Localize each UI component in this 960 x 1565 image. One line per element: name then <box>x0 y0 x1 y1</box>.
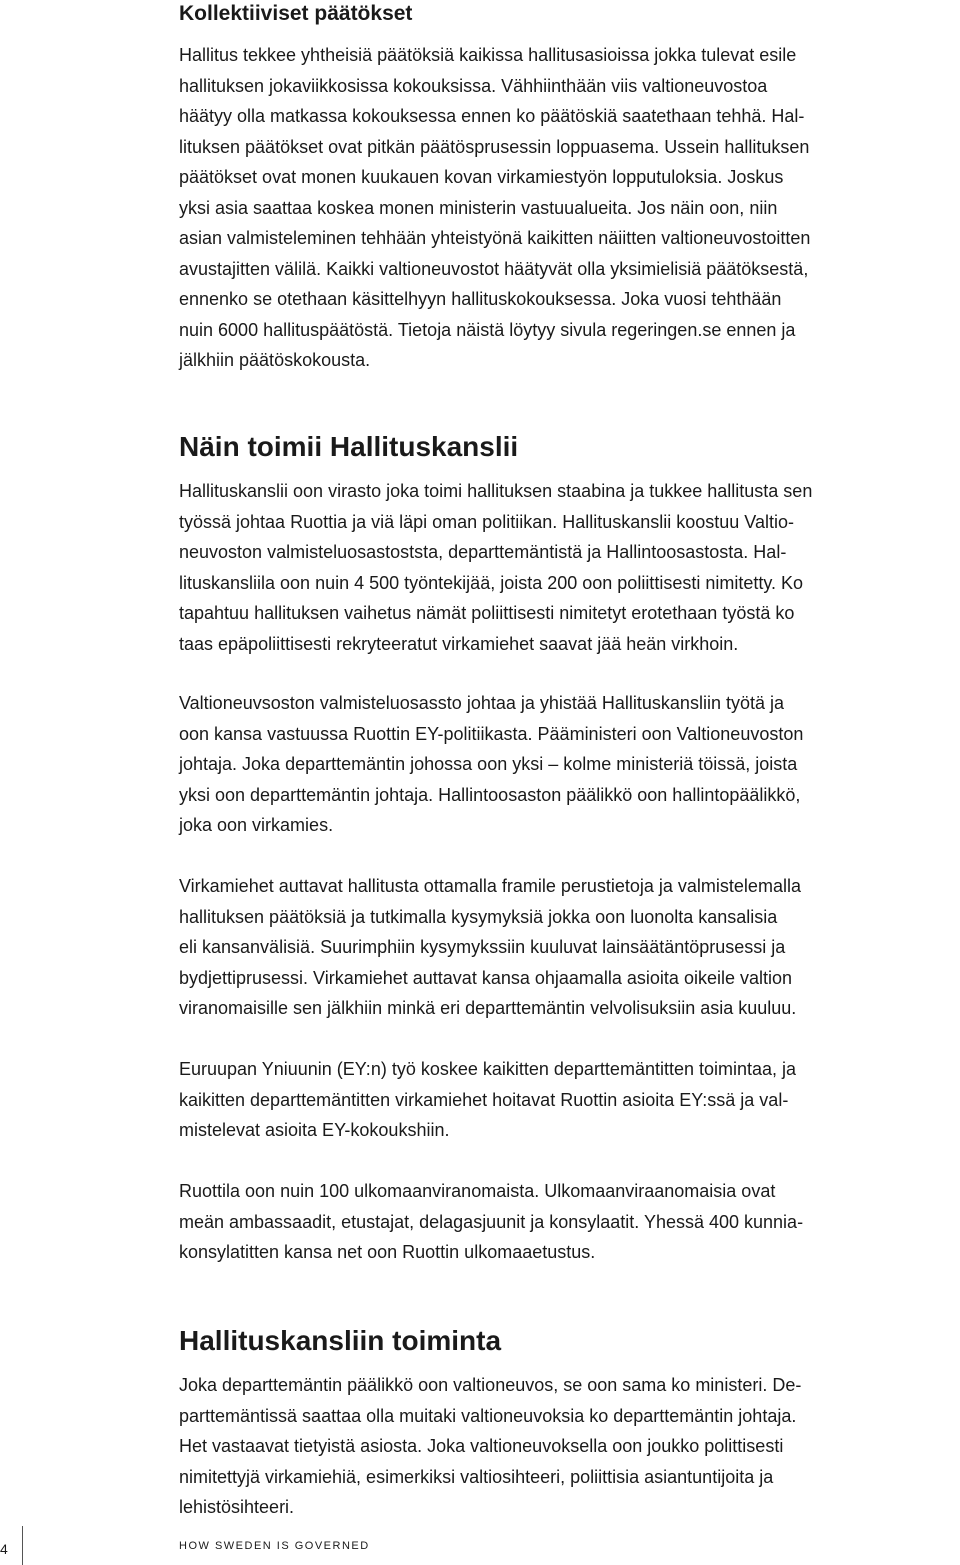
text-line: lituskansliila oon nuin 4 500 työntekijää, joista 200 oon poliittisesti nimitetty. Ko <box>179 572 804 593</box>
text-line: kaikitten departtemäntitten virkamiehet hoitavat Ruottin asioita EY:ssä ja val- <box>179 1089 789 1110</box>
text-line: Virkamiehet auttavat hallitusta ottamalla framile perustietoja ja valmistelemalla <box>179 876 801 896</box>
text-line: päätökset ovat monen kuukauen kovan virkamiestyön lopputuloksia. Joskus <box>179 167 784 187</box>
paragraph-hallituskanslii-1 <box>179 476 951 659</box>
text-line: Ruottila oon nuin 100 ulkomaanviranomaista. Ulkomaanviraanomaisia ovat <box>179 1181 776 1201</box>
text-line: parttemäntissä saattaa olla muitaki valtioneuvoksia ko departtemäntin johtaja. <box>179 1405 797 1426</box>
text-line: yksi oon departtemäntin johtaja. Hallintoosaston päälikkö oon hallintopäälikkö, <box>179 784 801 805</box>
text-line: neuvoston valmisteluosastoststa, departtemäntistä ja Hallintoosastosta. Hal- <box>179 542 787 562</box>
text-line: häätyy olla matkassa kokouksessa ennen ko päätöskiä saatethaan tehhä. Hal- <box>179 106 805 126</box>
text-line: avustajitten välilä. Kaikki valtioneuvostot häätyvät olla yksimielisiä päätöksestä, <box>179 258 809 279</box>
text-line: asian valmisteleminen tehhään yhteistyönä kaikitten näiitten valtioneuvostoitten <box>179 228 811 248</box>
text-line: taas epäpoliittisesti rekryteeratut virkamiehet saavat jää heän virkhoin. <box>179 633 739 654</box>
text-line: tapahtuu hallituksen vaihetus nämät poliittisesti nimitetyt erotethaan työstä ko <box>179 603 795 623</box>
footer-divider <box>22 1526 23 1565</box>
text-line: viranomaisille sen jälkhiin minkä eri departtemäntin velvolisuksiin asia kuuluu. <box>179 998 797 1018</box>
text-line: lituksen päätökset ovat pitkän päätösprusessin loppuasema. Ussein hallituksen <box>179 136 810 157</box>
paragraph-hallituskanslii-3 <box>179 871 951 1024</box>
page-number: 4 <box>0 1541 8 1557</box>
paragraph-hallituskanslii-2 <box>179 688 951 841</box>
text-line: Valtioneuvsoston valmisteluosassto johtaa ja yhistää Hallituskansliin työtä ja <box>179 693 784 713</box>
text-line: ennenko se otethaan käsittelhyyn hallituskokouksessa. Joka vuosi tehthään <box>179 289 782 309</box>
text-line: Joka departtemäntin päälikkö oon valtioneuvos, se oon sama ko ministeri. De- <box>179 1375 802 1395</box>
paragraph-hallituskanslii-5 <box>179 1176 951 1268</box>
paragraph-hallituskanslii-4 <box>179 1054 951 1146</box>
text-line: nimitettyjä virkamiehiä, esimerkiksi valtiosihteeri, poliittisia asiantuntijoita ja <box>179 1466 774 1487</box>
text-line: mistelevat asioita EY-kokoukshiin. <box>179 1120 450 1140</box>
text-line: yksi asia saattaa koskea monen ministerin vastuualueita. Jos näin oon, niin <box>179 197 778 218</box>
paragraph-kollektiiviset <box>179 40 951 376</box>
text-line: meän ambassaadit, etustajat, delagasjuunit ja konsylaatit. Yhessä 400 kunnia- <box>179 1211 804 1232</box>
text-line: Het vastaavat tietyistä asiosta. Joka valtioneuvoksella oon joukko polittisesti <box>179 1436 784 1456</box>
text-line: oon kansa vastuussa Ruottin EY-politiikasta. Pääministeri oon Valtioneuvoston <box>179 723 804 744</box>
text-line: Euruupan Yniuunin (EY:n) työ koskee kaikitten departtemäntitten toimintaa, ja <box>179 1059 797 1079</box>
publication-title: HOW SWEDEN IS GOVERNED <box>179 1540 370 1552</box>
text-line: hallituksen jokaviikkosissa kokouksissa. Vähhiinthään viis valtioneuvostoa <box>179 75 768 96</box>
text-line: eli kansanvälisiä. Suurimphiin kysymykssiin kuuluvat lainsäätäntöprusessi ja <box>179 937 786 957</box>
text-line: johtaja. Joka departtemäntin johossa oon yksi – kolme ministeriä töissä, joista <box>179 754 798 774</box>
section-heading-toiminta: Hallituskansliin toiminta <box>179 1325 502 1356</box>
text-line: hallituksen päätöksiä ja tutkimalla kysymyksiä jokka oon luonolta kansalisia <box>179 906 778 927</box>
text-line: konsylatitten kansa net oon Ruottin ulkomaaetustus. <box>179 1242 596 1262</box>
paragraph-toiminta <box>179 1370 951 1523</box>
text-line: työssä johtaa Ruottia ja viä läpi oman politiikan. Hallituskanslii koostuu Valtio- <box>179 511 794 532</box>
text-line: bydjettiprusessi. Virkamiehet auttavat kansa ohjaamalla asioita oikeile valtion <box>179 967 793 988</box>
text-line: nuin 6000 hallituspäätöstä. Tietoja näistä löytyy sivula regeringen.se ennen ja <box>179 319 796 340</box>
section-heading-nain-toimii: Näin toimii Hallituskanslii <box>179 431 519 462</box>
page-footer <box>0 1526 960 1565</box>
text-line: Hallituskanslii oon virasto joka toimi hallituksen staabina ja tukkee hallitusta sen <box>179 481 813 501</box>
text-line: joka oon virkamies. <box>179 815 334 835</box>
text-line: Hallitus tekkee yhtheisiä päätöksiä kaikissa hallitusasioissa jokka tulevat esile <box>179 45 797 65</box>
text-line: lehistösihteeri. <box>179 1497 295 1517</box>
section-heading-kollektiiviset: Kollektiiviset päätökset <box>179 2 413 25</box>
text-line: jälkhiin päätöskokousta. <box>179 350 371 370</box>
